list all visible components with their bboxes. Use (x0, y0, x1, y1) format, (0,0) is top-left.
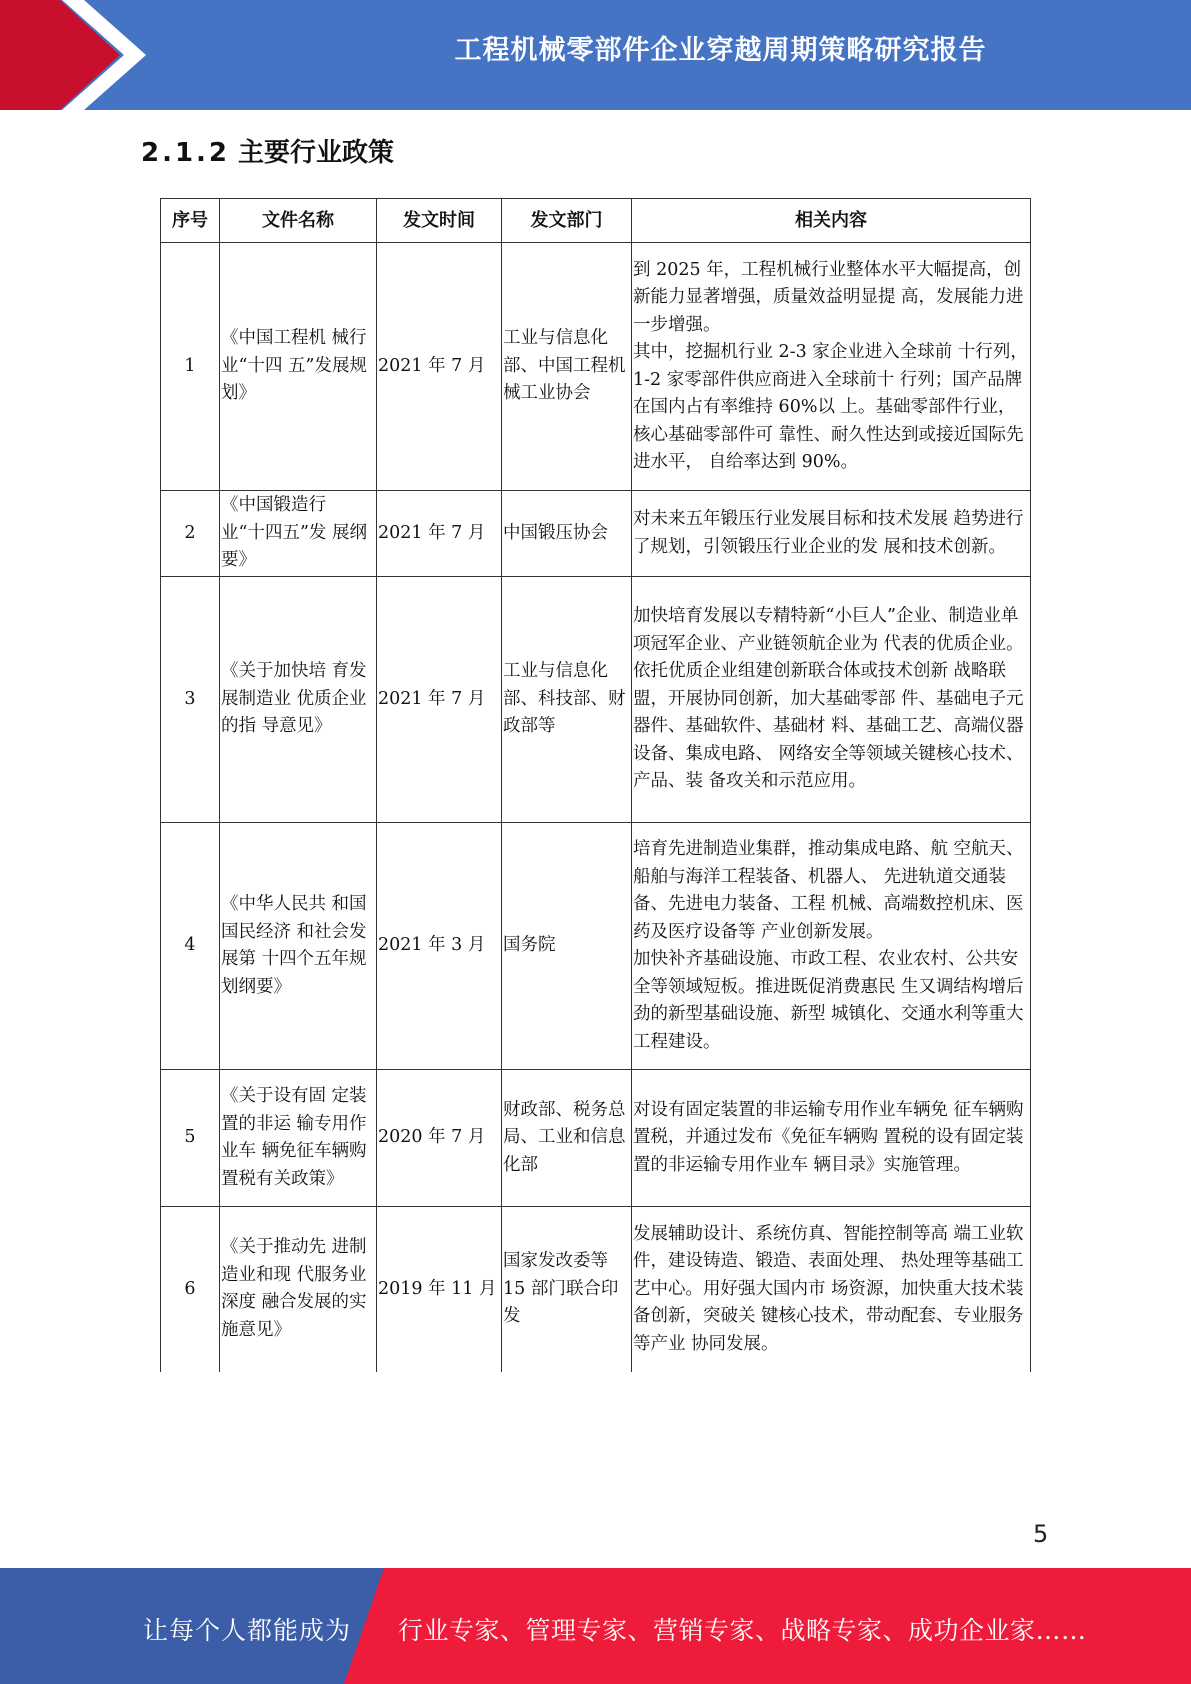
row-date: 2021 年 7 月 (377, 243, 502, 491)
row-content: 培育先进制造业集群，推动集成电路、航 空航天、船舶与海洋工程装备、机器人、 先进轨道交通装备、先进电力装备、工程 机械、高端数控机床、医药及医疗设备等 产业创新发展。 加快补齐基础设施、市政工程、农业农村、公共安全等领域短板。推进既促消费惠民 生又调结构增后劲的新型基础设施、新型 城镇化、交通水利等重大工程建设。 (632, 823, 1031, 1070)
row-index: 4 (161, 823, 220, 1070)
table-row (161, 243, 1031, 491)
row-department: 工业与信息化部、中国工程机械工业协会 (502, 243, 632, 491)
page-header (0, 0, 1191, 110)
row-file-name: 《中国锻造行 业“十四五”发 展纲要》 (220, 491, 377, 577)
row-date: 2020 年 7 月 (377, 1070, 502, 1207)
column-header-content: 相关内容 (632, 199, 1031, 243)
row-department: 中国锻压协会 (502, 491, 632, 577)
row-department: 财政部、税务总局、工业和信息化部 (502, 1070, 632, 1207)
row-index: 5 (161, 1070, 220, 1207)
row-file-name: 《关于加快培 育发展制造业 优质企业的指 导意见》 (220, 577, 377, 823)
page-number: 5 (1033, 1520, 1049, 1548)
table-row (161, 577, 1031, 823)
column-header-index: 序号 (161, 199, 220, 243)
row-department: 国务院 (502, 823, 632, 1070)
row-file-name: 《关于推动先 进制造业和现 代服务业深度 融合发展的实 施意见》 (220, 1207, 377, 1372)
section-number: 2.1.2 (141, 138, 231, 168)
page-footer (0, 1568, 1191, 1684)
row-content: 对设有固定装置的非运输专用作业车辆免 征车辆购置税，并通过发布《免征车辆购 置税的设有固定装置的非运输专用作业车 辆目录》实施管理。 (632, 1070, 1031, 1207)
row-date: 2021 年 7 月 (377, 491, 502, 577)
row-index: 6 (161, 1207, 220, 1372)
footer-slogan-right: 行业专家、管理专家、营销专家、战略专家、成功企业家…… (398, 1616, 1087, 1645)
row-index: 2 (161, 491, 220, 577)
table-row (161, 823, 1031, 1070)
row-department: 国家发改委等 15 部门联合印发 (502, 1207, 632, 1372)
row-date: 2021 年 7 月 (377, 577, 502, 823)
table-row (161, 1070, 1031, 1207)
section-title: 主要行业政策 (238, 138, 395, 168)
table-row (161, 491, 1031, 577)
table-header-row (161, 199, 1031, 243)
section-heading (141, 132, 394, 169)
row-file-name: 《中国工程机 械行业“十四 五”发展规划》 (220, 243, 377, 491)
row-file-name: 《关于设有固 定装置的非运 输专用作业车 辆免征车辆购 置税有关政策》 (220, 1070, 377, 1207)
row-content: 加快培育发展以专精特新“小巨人”企业、制造业单项冠军企业、产业链领航企业为 代表的优质企业。 依托优质企业组建创新联合体或技术创新 战略联盟，开展协同创新，加大基础零部 件、基础电子元器件、基础软件、基础材 料、基础工艺、高端仪器设备、集成电路、 网络安全等领域关键核心技术、产品、装 备攻关和示范应用。 (632, 577, 1031, 823)
row-date: 2021 年 3 月 (377, 823, 502, 1070)
policy-table (160, 198, 1031, 1372)
row-content: 对未来五年锻压行业发展目标和技术发展 趋势进行了规划，引领锻压行业企业的发 展和技术创新。 (632, 491, 1031, 577)
report-title: 工程机械零部件企业穿越周期策略研究报告 (454, 35, 987, 66)
row-file-name: 《中华人民共 和国国民经济 和社会发展第 十四个五年规 划纲要》 (220, 823, 377, 1070)
column-header-name: 文件名称 (220, 199, 377, 243)
table-row (161, 1207, 1031, 1372)
row-index: 3 (161, 577, 220, 823)
footer-slogan-left: 让每个人都能成为 (143, 1616, 352, 1645)
row-index: 1 (161, 243, 220, 491)
row-content: 到 2025 年，工程机械行业整体水平大幅提高，创新能力显著增强，质量效益明显提 高，发展能力进一步增强。 其中，挖掘机行业 2-3 家企业进入全球前 十行列，1-2 家零部件供应商进入全球前十 行列；国产品牌在国内占有率维持 60%以 上。基础零部件行业，核心基础零部件可 靠性、耐久性达到或接近国际先进水平， 自给率达到 90%。 (632, 243, 1031, 491)
row-date: 2019 年 11 月 (377, 1207, 502, 1372)
column-header-date: 发文时间 (377, 199, 502, 243)
column-header-dept: 发文部门 (502, 199, 632, 243)
row-content: 发展辅助设计、系统仿真、智能控制等高 端工业软件，建设铸造、锻造、表面处理、 热处理等基础工艺中心。用好强大国内市 场资源，加快重大技术装备创新，突破关 键核心技术，带动配套、专业服务等产业 协同发展。 (632, 1207, 1031, 1372)
row-department: 工业与信息化部、科技部、财政部等 (502, 577, 632, 823)
